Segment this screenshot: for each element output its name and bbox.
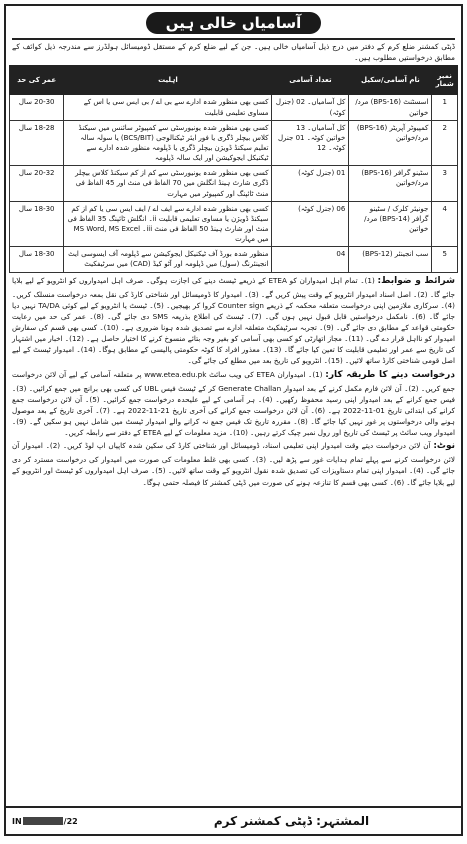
cell-count: 04 — [272, 247, 349, 272]
cell-serial: 5 — [432, 247, 458, 272]
cell-count: 06 (جنرل کوٹہ) — [272, 201, 349, 247]
cell-serial: 2 — [432, 120, 458, 166]
table-row — [10, 201, 458, 247]
cell-qualification: کسی بھی منظور شدہ یونیورسٹی سے کمپیوٹر سائنس میں سیکنڈ کلاس بیچلر ڈگری یا فور ایئر ٹیکنالوجی (BCS/BIT) یا سولہ سالہ تعلیم سیکنڈ ڈویژن بیچلر ڈگری یا ڈپلومہ منظور شدہ ادارے سے ٹیکنیکل ایجوکیشن اور ایک سالہ ڈپلومہ — [64, 120, 272, 166]
terms-text: (1)۔ تمام اہل امیدواران کو ETEA کے ذریعے ٹیسٹ دینے کی اجازت ہوگی۔ صرف اہل امیدواروں کو انٹرویو کے لیے بلایا جائے گا۔ (2)۔ اصل اسناد امیدوار انٹرویو کے وقت پیش کریں گے۔ (3)۔ امیدوار کا ڈومیسائل اور شناختی کارڈ کی نقل بمعہ درخواست منسلک کریں۔ (4)۔ سرکاری ملازمین اپنی درخواست متعلقہ محکمہ کے ذریعے Counter sign کروا کر بھیجیں۔ (5)۔ ٹیسٹ یا انٹرویو کے لیے کوئی TA/DA نہیں دیا جائے گا۔ (6)۔ نامکمل درخواستیں قابل قبول نہیں ہوں گی۔ (7)۔ ٹیسٹ کی اطلاع بذریعہ SMS دی جائے گی۔ (8)۔ عمر کی حد میں رعایت حکومتی قواعد کے مطابق دی جائے گی۔ (9)۔ تجربہ سرٹیفکیٹ متعلقہ ادارے سے تصدیق شدہ ہونا ضروری ہے۔ (10)۔ کسی بھی قسم کی سفارش امیدوار کو نااہل قرار دے گی۔ (11)۔ مجاز اتھارٹی کو کسی بھی آسامی کو بغیر وجہ بتائے منسوخ کرنے کا اختیار حاصل ہے۔ (12)۔ اخبار میں اشتہار کی تاریخ سے عمر اور تعلیمی قابلیت کا تعین کیا جائے گا۔ (13)۔ معذور افراد کا کوٹہ حکومتی پالیسی کے مطابق ہوگا۔ (14)۔ امیدوار ٹیسٹ کے لیے اصل قومی شناختی کارڈ ساتھ لائیں۔ (15)۔ انٹرویو کی تاریخ بعد میں مطلع کی جائے گی۔ — [12, 275, 455, 366]
cell-post: سب انجینئر (BPS-12) — [349, 247, 432, 272]
table-row — [10, 247, 458, 272]
cell-serial: 1 — [432, 95, 458, 120]
cell-qualification: کسی بھی منظور شدہ ادارے سے ایف اے / ایف ایس سی یا کم از کم سیکنڈ ڈویژن یا مساوی تعلیمی قابلیت ii۔ انگلش ٹائپنگ 35 الفاظ فی منٹ اور شارٹ ہینڈ 50 الفاظ فی منٹ iii۔ MS Word, MS Excel میں مہارت — [64, 201, 272, 247]
reference-suffix: /22 — [63, 816, 78, 826]
header-serial: نمبر شمار — [432, 66, 458, 95]
cell-serial: 4 — [432, 201, 458, 247]
table-row — [10, 166, 458, 201]
cell-age: 18-30 سال — [10, 247, 64, 272]
terms-section — [6, 273, 461, 367]
cell-age: 20-32 سال — [10, 166, 64, 201]
intro-paragraph: ڈپٹی کمشنر ضلع کرم کے دفتر میں درج ذیل آسامیاں خالی ہیں۔ جن کے لیے ضلع کرم کے مستقل ڈومیسائل ہولڈرز سے مندرجہ ذیل کوائف کے مطابق درخواستیں مطلوب ہیں۔ — [12, 42, 455, 62]
table-row — [10, 95, 458, 120]
cell-qualification: کسی بھی منظور شدہ یونیورسٹی سے کم از کم سیکنڈ کلاس بیچلر ڈگری شارٹ ہینڈ انگلش میں 70 الفاظ فی منٹ اور 45 الفاظ فی منٹ ٹائپنگ اور کمپیوٹر میں مہارت — [64, 166, 272, 201]
note-section — [6, 438, 461, 487]
table-header-row — [10, 66, 458, 95]
cell-qualification: کسی بھی منظور شدہ ادارے سے بی اے / بی ایس سی یا اس کے مساوی تعلیمی قابلیت — [64, 95, 272, 120]
cell-post: جونیئر کلرک / سٹینو گرافر (BPS-14) مرد/خواتین — [349, 201, 432, 247]
cell-age: 20-30 سال — [10, 95, 64, 120]
how-to-apply-section — [6, 367, 461, 439]
table-row — [10, 120, 458, 166]
terms-title: شرائط و ضوابط: — [377, 275, 455, 286]
reference-number — [6, 817, 122, 826]
header-count: تعداد آسامی — [272, 66, 349, 95]
advertisement-page — [4, 4, 463, 836]
how-to-apply-text: (1)۔ امیدواران ETEA کی ویب سائٹ www.etea.edu.pk پر متعلقہ آسامی کے لیے آن لائن درخواست جمع کریں۔ (2)۔ آن لائن فارم مکمل کرنے کے بعد امیدوار Generate Challan کر کے ٹیسٹ فیس UBL کی کسی بھی برانچ میں جمع کرائیں۔ (3)۔ فیس جمع کرانے کے بعد امیدوار اپنی رسید محفوظ رکھیں۔ (4)۔ ہر آسامی کے لیے علیحدہ درخواست جمع کرائیں۔ (5)۔ آن لائن درخواست جمع کرانے کی ابتدائی تاریخ 01-11-2022 ہے۔ (6)۔ آن لائن درخواست جمع کرانے کی آخری تاریخ 21-11-2022 ہے۔ (7)۔ آخری تاریخ کے بعد موصول ہونے والی درخواستوں پر غور نہیں کیا جائے گا۔ (8)۔ مقررہ تاریخ تک فیس جمع نہ کرانے والے امیدوار ٹیسٹ میں شامل نہیں ہو سکیں گے۔ (9)۔ امیدوار ویب سائٹ پر ٹیسٹ کی تاریخ اور رول نمبر چیک کرتے رہیں۔ (10)۔ مزید معلومات کے لیے ETEA کے دفتر سے رابطہ کریں۔ — [12, 369, 455, 438]
redaction-blot — [23, 817, 63, 825]
how-to-apply-title: درخواست دینے کا طریقہ کار: — [325, 369, 455, 380]
cell-count: کل آسامیاں۔ 02 (جنرل کوٹہ) — [272, 95, 349, 120]
note-text: آن لائن درخواست دیتے وقت امیدوار اپنی تعلیمی اسناد، ڈومیسائل اور شناختی کارڈ کی سکین شدہ کاپیاں اپ لوڈ کریں۔ (2)۔ امیدوار آن لائن درخواست کرنے سے پہلے تمام ہدایات غور سے پڑھ لیں۔ (3)۔ کسی بھی غلط معلومات کی صورت میں امیدوار کی درخواست مسترد کر دی جائے گی۔ (4)۔ امیدوار اپنی تمام دستاویزات کی تصدیق شدہ نقول انٹرویو کے وقت ساتھ لائیں۔ (5)۔ صرف اہل امیدواروں کو ٹیسٹ اور انٹرویو کے لیے بلایا جائے گا۔ (6)۔ کسی بھی قسم کا تنازعہ ہونے کی صورت میں ڈپٹی کمشنر کا فیصلہ حتمی ہوگا۔ — [12, 441, 455, 487]
vacancies-banner: آسامیاں خالی ہیں — [146, 12, 321, 34]
footer — [6, 806, 461, 834]
header-qualification: اہلیت — [64, 66, 272, 95]
header-age: عمر کی حد — [10, 66, 64, 95]
header — [12, 8, 455, 40]
header-post: نام آسامی/سکیل — [349, 66, 432, 95]
note-title: نوٹ: — [433, 441, 455, 452]
cell-count: 01 (جنرل کوٹہ) — [272, 166, 349, 201]
reference-prefix: IN — [12, 816, 22, 826]
cell-post: اسسٹنٹ (BPS-16) مرد/خواتین — [349, 95, 432, 120]
cell-age: 18-30 سال — [10, 201, 64, 247]
issuer-label: المشتہر: ڈپٹی کمشنر کرم — [213, 814, 370, 828]
cell-qualification: منظور شدہ بورڈ آف ٹیکنیکل ایجوکیشن سے ڈپلومہ آف ایسوسی ایٹ انجینئرنگ (سول) میں ڈپلومہ اور آٹو کیڈ (CAD) میں سرٹیفکیٹ — [64, 247, 272, 272]
vacancies-table — [9, 65, 458, 272]
cell-count: کل آسامیاں۔ 13 خواتین کوٹہ۔ 01 جنرل کوٹہ۔ 12 — [272, 120, 349, 166]
cell-post: کمپیوٹر آپریٹر (BPS-16) مرد/خواتین — [349, 120, 432, 166]
cell-serial: 3 — [432, 166, 458, 201]
cell-post: سٹینو گرافر (BPS-16) مرد/خواتین — [349, 166, 432, 201]
cell-age: 18-28 سال — [10, 120, 64, 166]
